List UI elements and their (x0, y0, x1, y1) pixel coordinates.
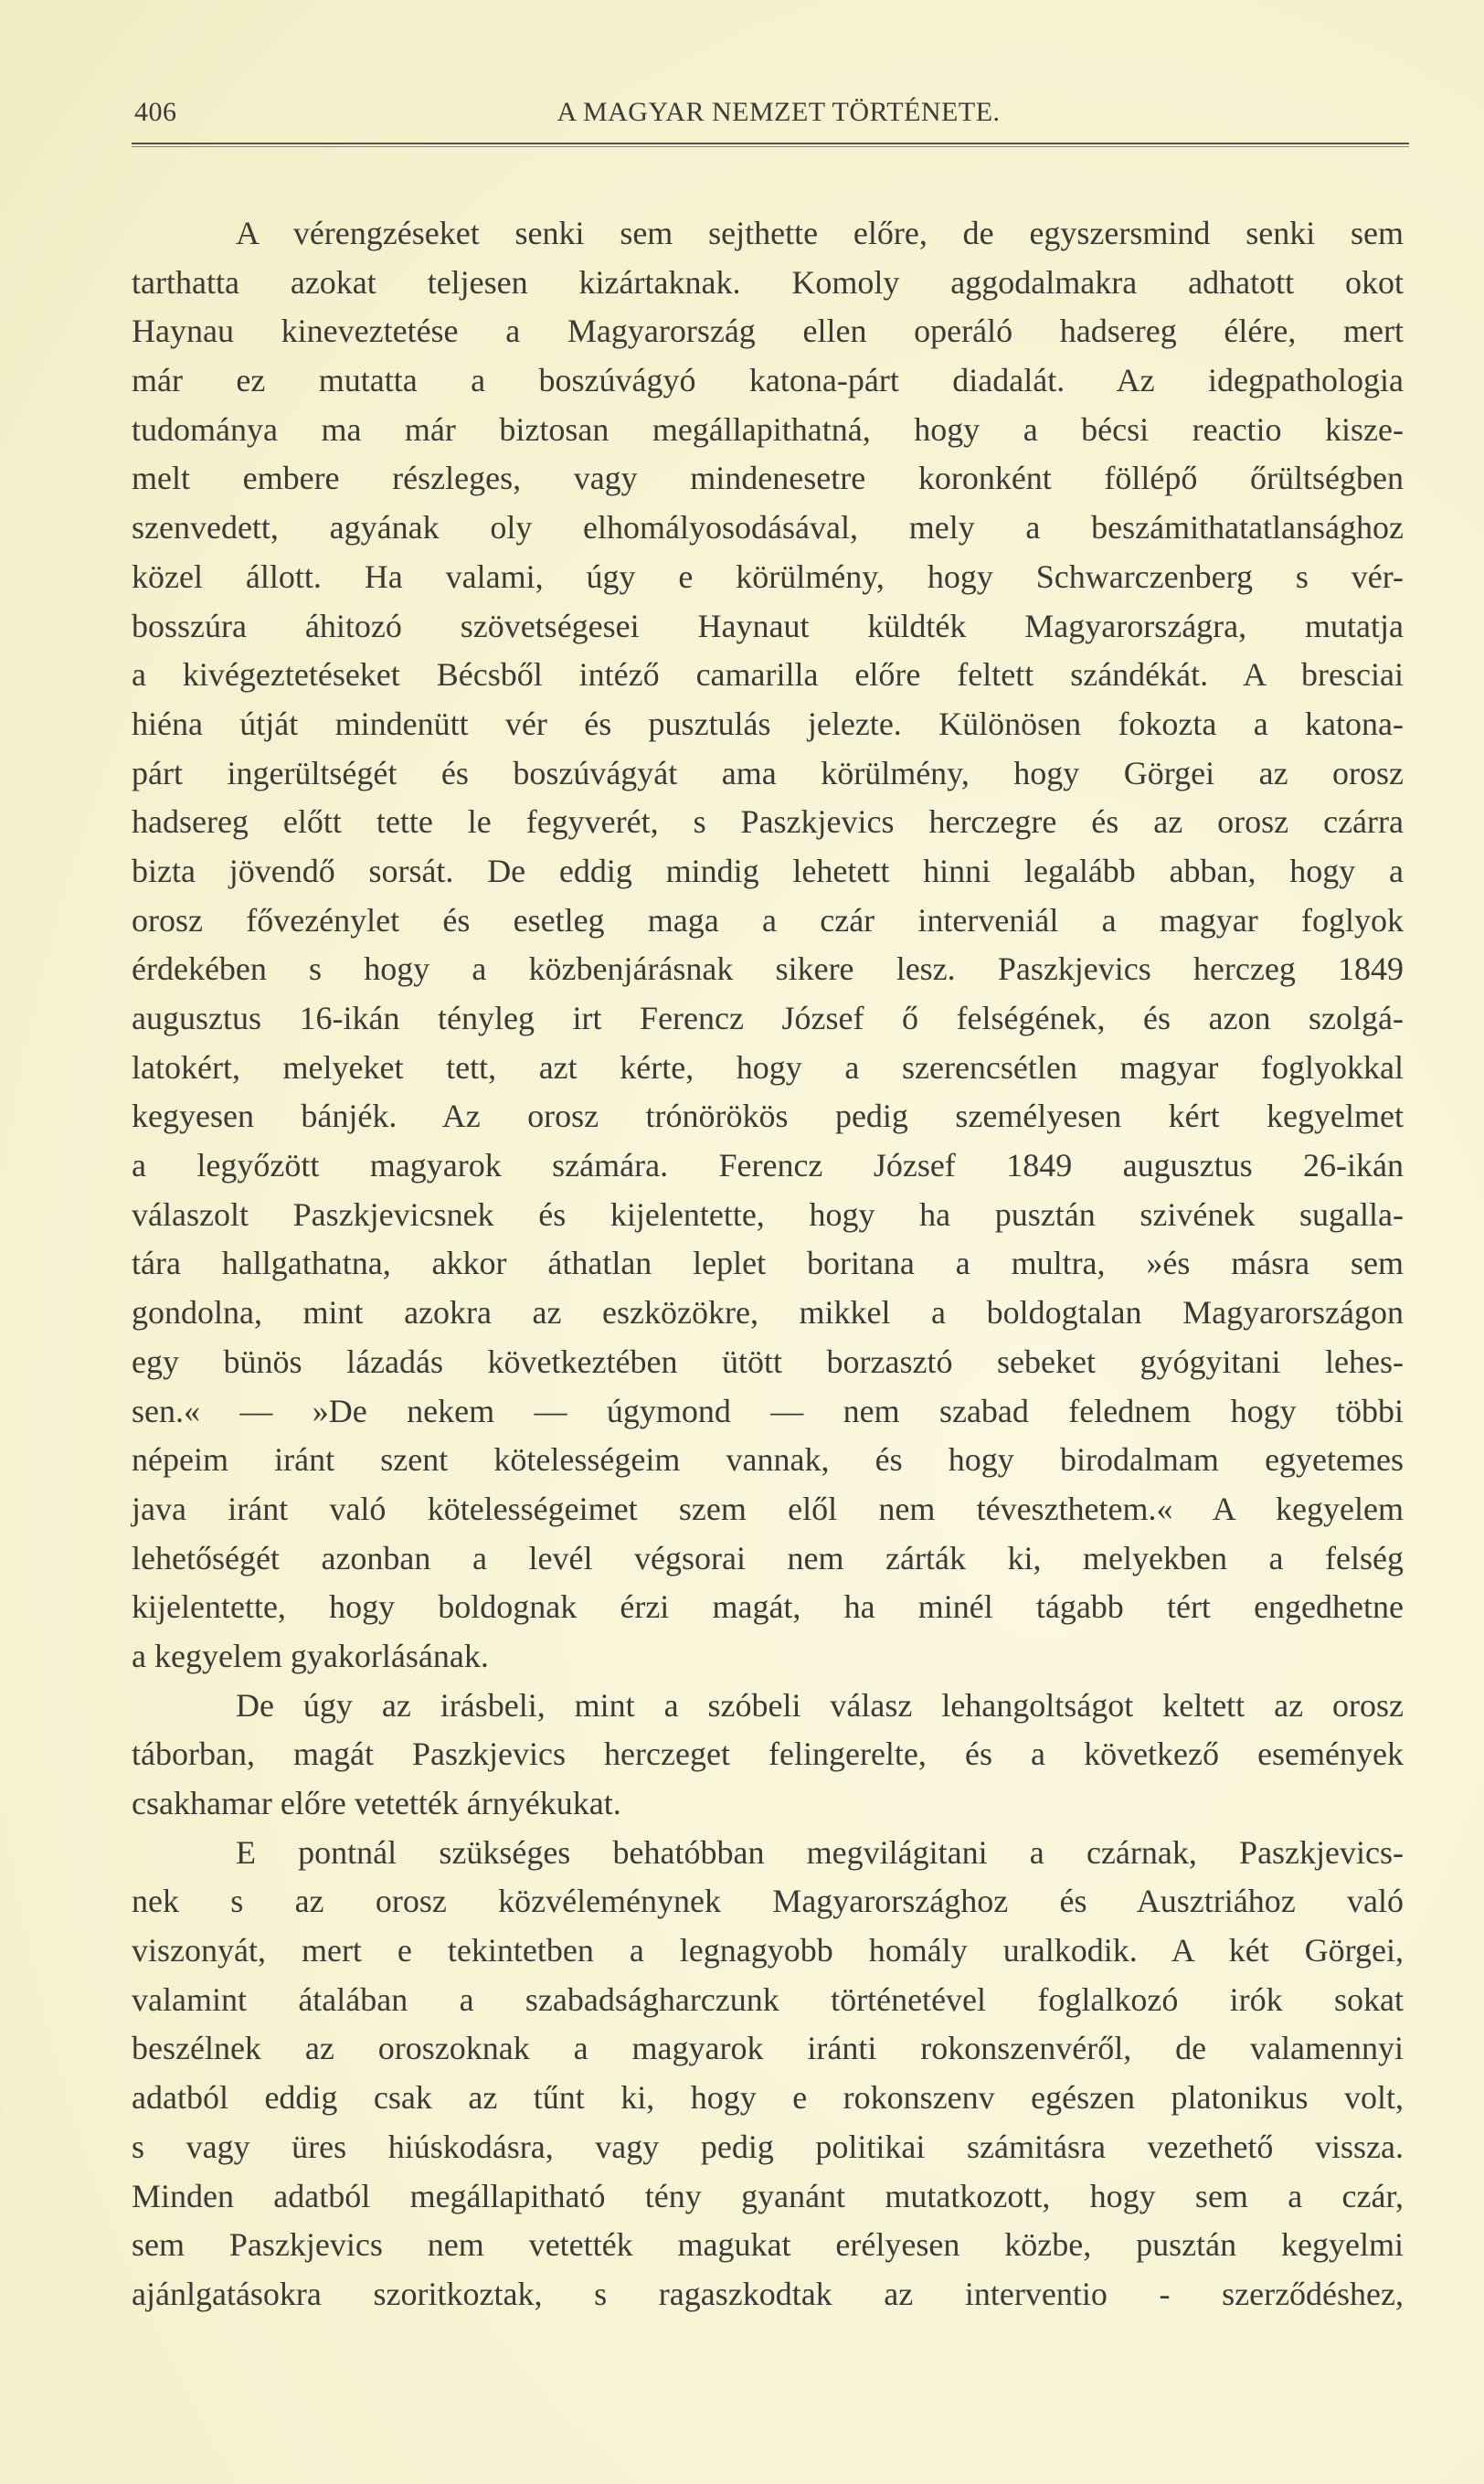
text-line: a kivégeztetéseket Bécsből intéző camarilla előre feltett szándékát. A bresciai (132, 656, 1404, 694)
header-rule (132, 143, 1409, 144)
text-line: sen.« — »De nekem — úgymond — nem szabad felednem hogy többi (132, 1392, 1404, 1429)
text-line: közel állott. Ha valami, úgy e körülmény, hogy Schwarczenberg s vér- (132, 557, 1404, 595)
text-line: a kegyelem gyakorlásának. (132, 1637, 489, 1674)
running-head (132, 97, 1407, 137)
text-line: Haynau kineveztetése a Magyarország ellen operáló hadsereg élére, mert (132, 313, 1404, 350)
text-line: a legyőzött magyarok számára. Ferencz József 1849 augusztus 26-ikán (132, 1147, 1404, 1184)
header-rule-secondary (132, 146, 1409, 147)
text-line: kegyesen bánjék. Az orosz trónörökös pedig személyesen kért kegyelmet (132, 1098, 1404, 1135)
text-line: tára hallgathatna, akkor áthatlan leplet boritana a multra, »és másra sem (132, 1245, 1404, 1282)
text-line: beszélnek az oroszoknak a magyarok iránti rokonszenvéről, de valamennyi (132, 2030, 1404, 2067)
text-line: táborban, magát Paszkjevics herczeget felingerelte, és a következő események (132, 1736, 1404, 1773)
text-line: szenvedett, agyának oly elhomályosodásával, mely a beszámithatatlansághoz (132, 509, 1404, 547)
text-line: bizta jövendő sorsát. De eddig mindig lehetett hinni legalább abban, hogy a (132, 852, 1404, 889)
text-line: hiéna útját mindenütt vér és pusztulás jelezte. Különösen fokozta a katona- (132, 705, 1404, 742)
text-line: tarthatta azokat teljesen kizártaknak. Komoly aggodalmakra adhatott okot (132, 263, 1404, 301)
text-line: latokért, melyeket tett, azt kérte, hogy a szerencsétlen magyar foglyokkal (132, 1048, 1404, 1086)
text-line: E pontnál szükséges behatóbban megvilágitani a czárnak, Paszkjevics- (236, 1833, 1404, 1871)
text-line: java iránt való kötelességeimet szem elől nem téveszthetem.« A kegyelem (132, 1490, 1404, 1527)
text-line: egy bünös lázadás következtében ütött borzasztó sebeket gyógyitani lehes- (132, 1343, 1404, 1380)
text-line: válaszolt Paszkjevicsnek és kijelentette, hogy ha pusztán szivének sugalla- (132, 1195, 1404, 1233)
text-line: nek s az orosz közvéleménynek Magyarországhoz és Ausztriához való (132, 1883, 1404, 1920)
paragraph (132, 1682, 1404, 1829)
text-line: népeim iránt szent kötelességeim vannak, és hogy birodalmam egyetemes (132, 1441, 1404, 1479)
text-line: tudománya ma már biztosan megállapithatná, hogy a bécsi reactio kisze- (132, 410, 1404, 448)
text-line: bosszúra áhitozó szövetségesei Haynaut küldték Magyarországra, mutatja (132, 607, 1404, 644)
text-line: már ez mutatta a boszúvágyó katona-párt diadalát. Az idegpathologia (132, 362, 1404, 399)
text-line: csakhamar előre vetették árnyékukat. (132, 1785, 621, 1821)
text-line: érdekében s hogy a közbenjárásnak sikere lesz. Paszkjevics herczeg 1849 (132, 950, 1404, 988)
text-line: párt ingerültségét és boszúvágyát ama körülmény, hogy Görgei az orosz (132, 754, 1404, 791)
body-text (132, 209, 1404, 2319)
text-line: ajánlgatásokra szoritkoztak, s ragaszkodtak az interventio - szerződéshez, (132, 2275, 1404, 2312)
text-line: gondolna, mint azokra az eszközökre, mikkel a boldogtalan Magyarországon (132, 1294, 1404, 1332)
text-line: orosz fővezénylet és esetleg maga a czár interveniál a magyar foglyok (132, 901, 1404, 939)
text-line: kijelentette, hogy boldognak érzi magát, ha minél tágabb tért engedhetne (132, 1588, 1404, 1626)
text-line: lehetőségét azonban a levél végsorai nem zárták ki, melyekben a felség (132, 1539, 1404, 1576)
text-line: sem Paszkjevics nem vetették magukat erélyesen közbe, pusztán kegyelmi (132, 2226, 1404, 2264)
text-line: De úgy az irásbeli, mint a szóbeli válasz lehangoltságot keltett az orosz (236, 1686, 1404, 1724)
text-line: melt embere részleges, vagy mindenesetre koronként föllépő őrültségben (132, 460, 1404, 497)
paragraph (132, 1829, 1404, 2319)
text-line: Minden adatból megállapitható tény gyanánt mutatkozott, hogy sem a czár, (132, 2177, 1404, 2214)
text-line: s vagy üres hiúskodásra, vagy pedig politikai számitásra vezethető vissza. (132, 2128, 1404, 2165)
page-number: 406 (134, 97, 177, 127)
paragraph (132, 209, 1404, 1682)
running-title: A MAGYAR NEMZET TÖRTÉNETE. (556, 97, 1001, 127)
text-line: A vérengzéseket senki sem sejthette előre, de egyszersmind senki sem (236, 215, 1404, 251)
text-line: viszonyát, mert e tekintetben a legnagyobb homály uralkodik. A két Görgei, (132, 1932, 1404, 1969)
text-line: adatból eddig csak az tűnt ki, hogy e rokonszenv egészen platonikus volt, (132, 2079, 1404, 2117)
text-line: valamint átalában a szabadságharczunk történetével foglalkozó irók sokat (132, 1980, 1404, 2018)
text-line: hadsereg előtt tette le fegyverét, s Paszkjevics herczegre és az orosz czárra (132, 803, 1404, 841)
text-line: augusztus 16-ikán tényleg irt Ferencz József ő felségének, és azon szolgá- (132, 1000, 1404, 1036)
